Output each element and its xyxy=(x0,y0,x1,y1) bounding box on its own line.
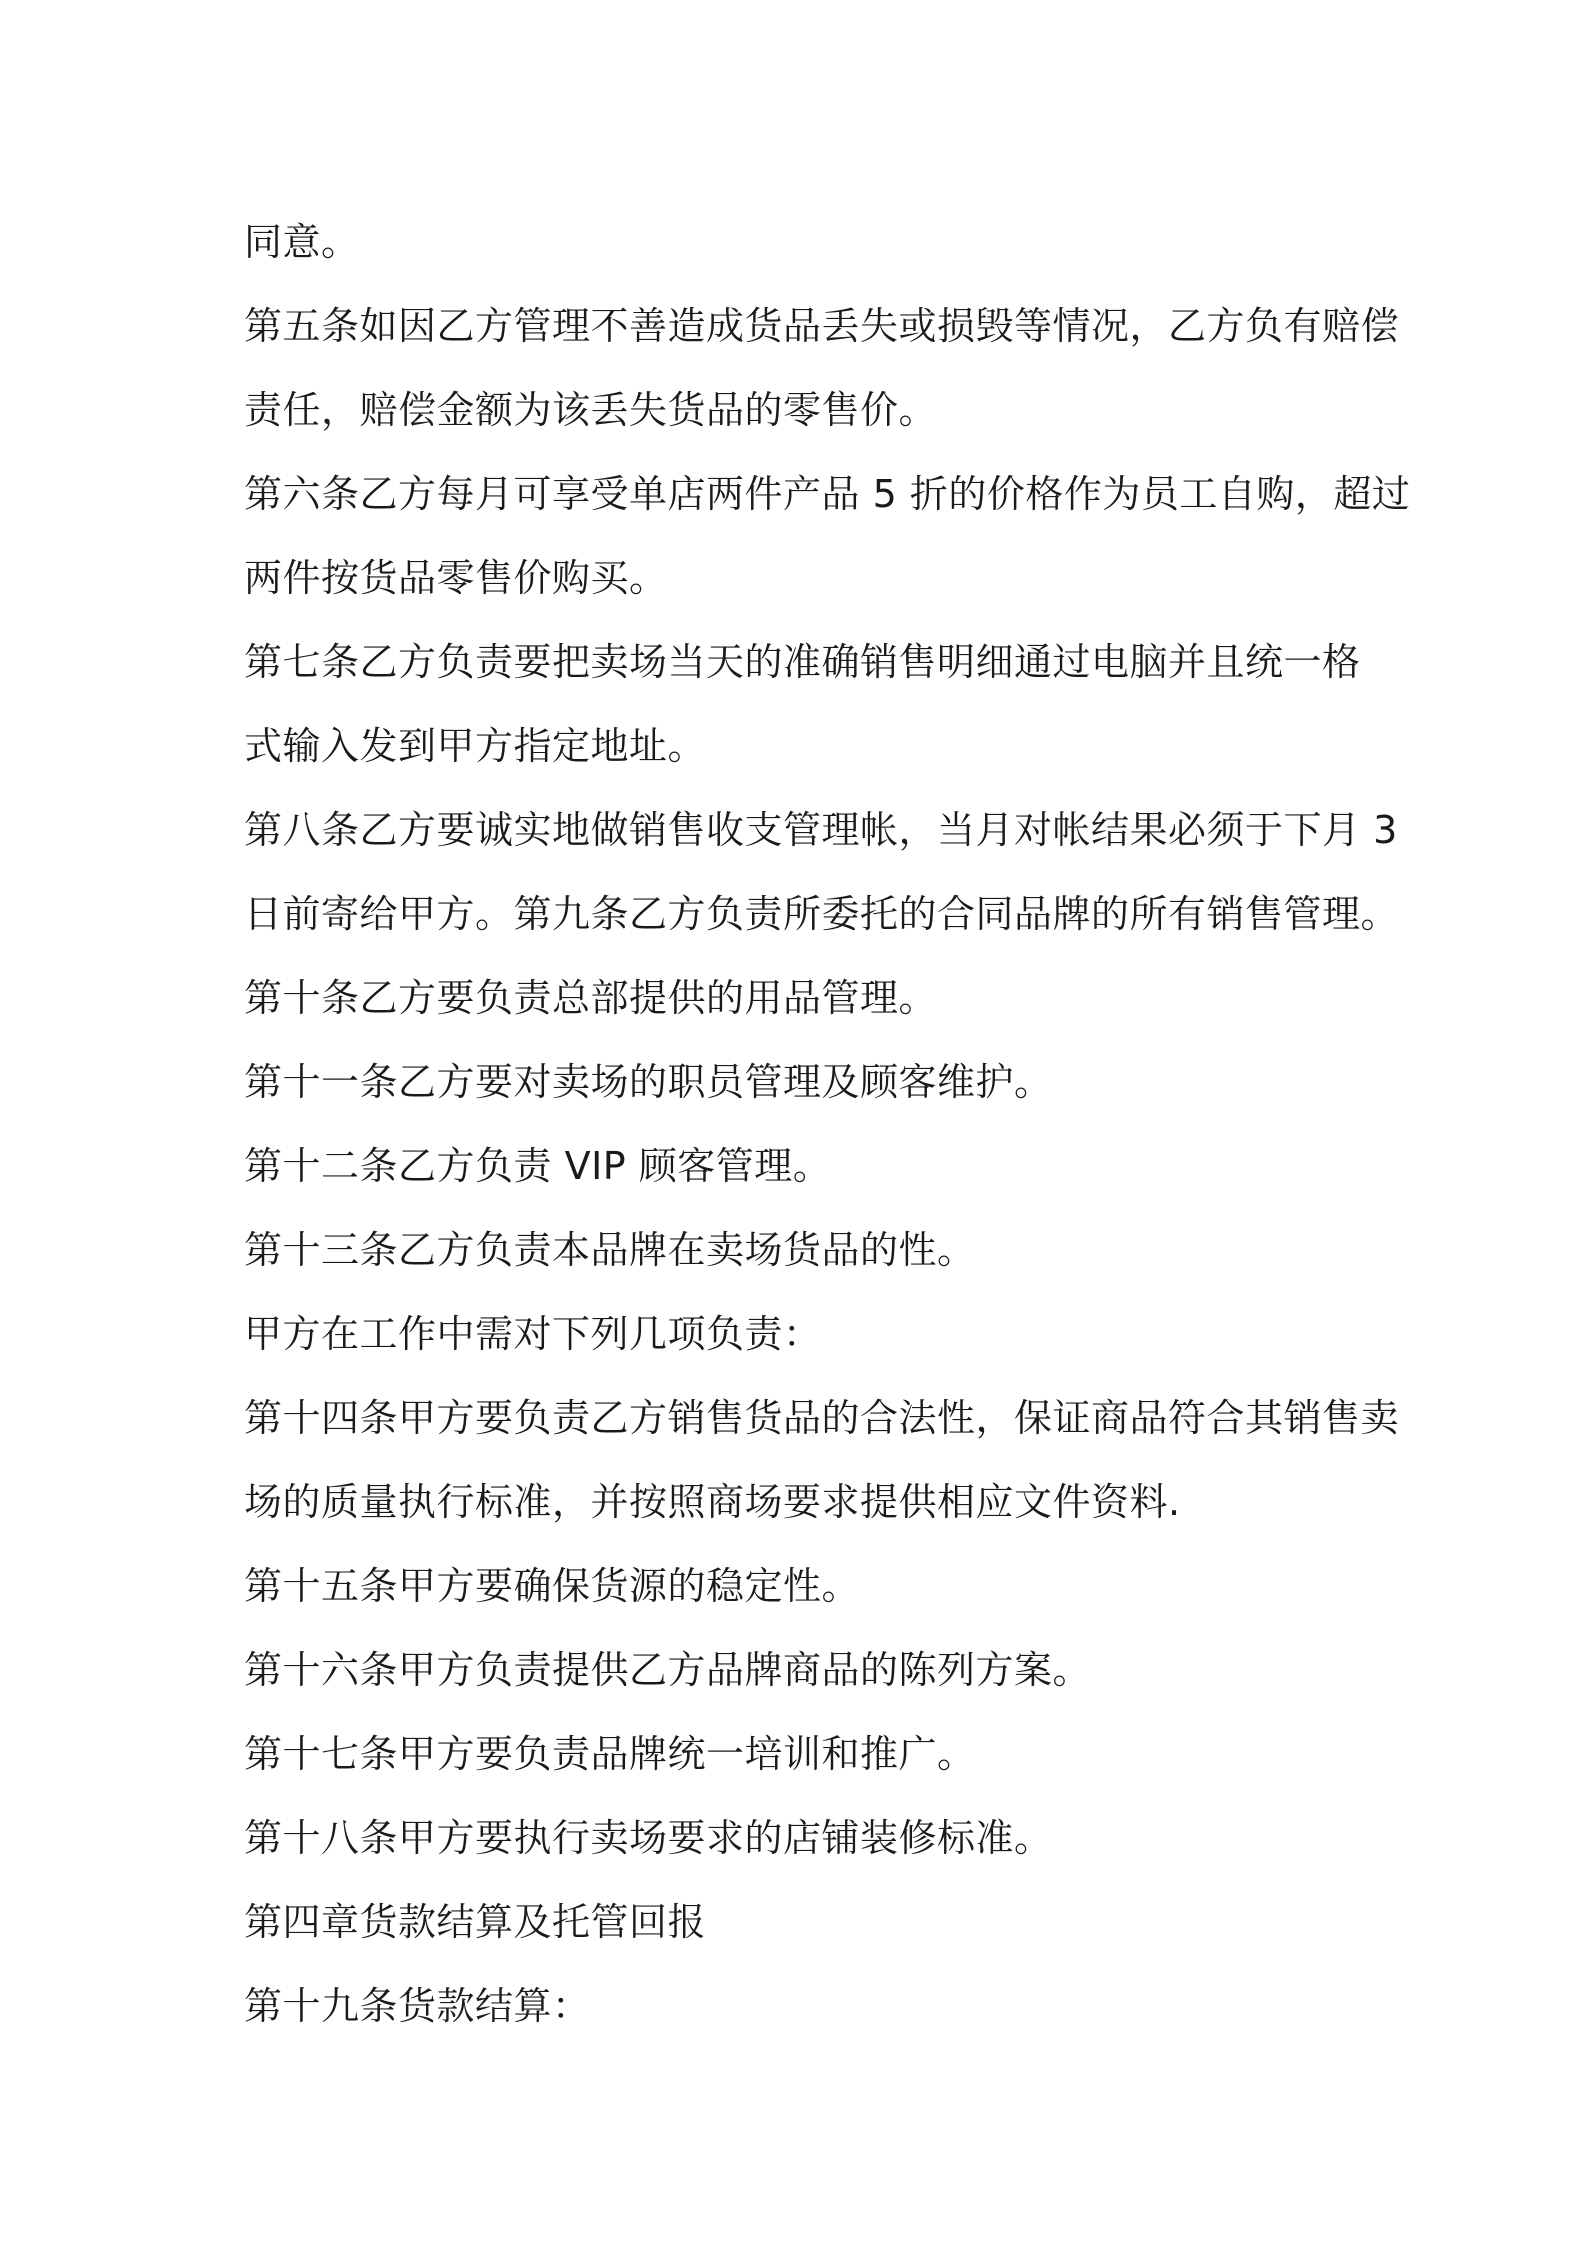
text-line: 式输入发到甲方指定地址。 xyxy=(244,724,707,768)
text-line: 第六条乙方每月可享受单店两件产品 5 折的价格作为员工自购，超过 xyxy=(244,472,1411,516)
text-line: 第十三条乙方负责本品牌在卖场货品的性。 xyxy=(244,1228,976,1272)
text-line: 第十八条甲方要执行卖场要求的店铺装修标准。 xyxy=(244,1816,1053,1860)
section-heading: 第四章货款结算及托管回报 xyxy=(244,1900,707,1944)
text-line: 第十九条货款结算： xyxy=(244,1984,591,2028)
text-line: 第十六条甲方负责提供乙方品牌商品的陈列方案。 xyxy=(244,1648,1092,1692)
text-line: 日前寄给甲方。第九条乙方负责所委托的合同品牌的所有销售管理。 xyxy=(244,892,1400,936)
text-line: 同意。 xyxy=(244,220,360,264)
text-line: 第十七条甲方要负责品牌统一培训和推广。 xyxy=(244,1732,976,1776)
text-line: 两件按货品零售价购买。 xyxy=(244,556,668,600)
text-line: 第十五条甲方要确保货源的稳定性。 xyxy=(244,1564,861,1608)
text-line: 第五条如因乙方管理不善造成货品丢失或损毁等情况，乙方负有赔偿 xyxy=(244,304,1400,348)
text-line: 第十一条乙方要对卖场的职员管理及顾客维护。 xyxy=(244,1060,1053,1104)
text-line: 责任，赔偿金额为该丢失货品的零售价。 xyxy=(244,388,938,432)
text-line: 第十条乙方要负责总部提供的用品管理。 xyxy=(244,976,938,1020)
text-line: 第十四条甲方要负责乙方销售货品的合法性，保证商品符合其销售卖 xyxy=(244,1396,1400,1440)
text-line: 第七条乙方负责要把卖场当天的准确销售明细通过电脑并且统一格 xyxy=(244,640,1361,684)
text-line: 第十二条乙方负责 VIP 顾客管理。 xyxy=(244,1144,832,1188)
text-line: 第八条乙方要诚实地做销售收支管理帐，当月对帐结果必须于下月 3 xyxy=(244,808,1398,852)
text-line: 场的质量执行标准，并按照商场要求提供相应文件资料. xyxy=(244,1480,1181,1524)
text-line: 甲方在工作中需对下列几项负责： xyxy=(244,1312,822,1356)
document-body xyxy=(244,200,1411,2048)
